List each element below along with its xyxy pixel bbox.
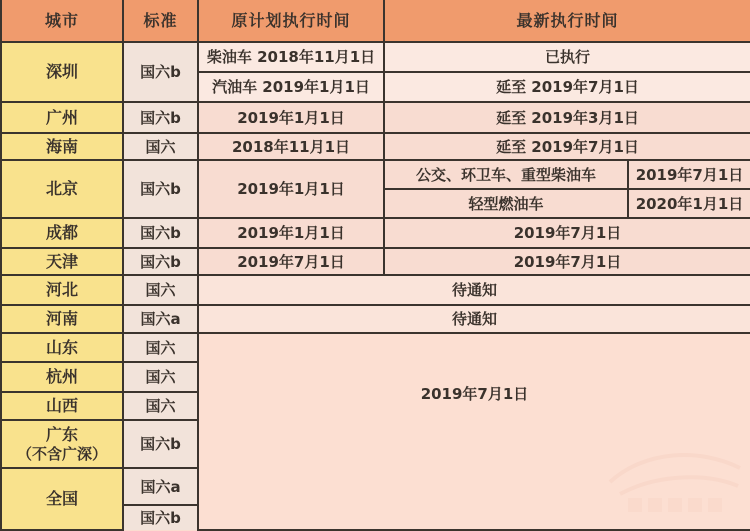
cell-shenzhen-petrol-latest: 延至 2019年7月1日 <box>384 72 750 102</box>
cell-guangzhou-standard: 国六b <box>123 102 198 133</box>
cell-shenzhen-diesel-latest: 已执行 <box>384 42 750 72</box>
cell-national-city: 全国 <box>1 468 123 530</box>
guangdong-city-line2: （不含广深） <box>16 444 107 463</box>
cell-merged-latest-date <box>198 333 750 530</box>
cell-shenzhen-diesel-original: 柴油车 2018年11月1日 <box>198 42 384 72</box>
table-header-row <box>1 0 750 42</box>
cell-shanxi-standard: 国六 <box>123 392 198 420</box>
cell-hebei-standard: 国六 <box>123 275 198 305</box>
cell-guangzhou-city: 广州 <box>1 102 123 133</box>
cell-chengdu-latest: 2019年7月1日 <box>384 218 750 248</box>
cell-chengdu-city: 成都 <box>1 218 123 248</box>
cell-tianjin-standard: 国六b <box>123 248 198 275</box>
guangdong-city-line1: 广东 <box>45 424 78 444</box>
cell-beijing-standard: 国六b <box>123 160 198 218</box>
table-row-henan <box>1 305 750 333</box>
cell-henan-status: 待通知 <box>198 305 750 333</box>
cell-shandong-standard: 国六 <box>123 333 198 362</box>
table-row-guangzhou <box>1 102 750 133</box>
cell-shandong-city: 山东 <box>1 333 123 362</box>
table-row-beijing-heavy <box>1 160 750 189</box>
cell-guangdong-standard: 国六b <box>123 420 198 468</box>
cell-henan-standard: 国六a <box>123 305 198 333</box>
cell-tianjin-city: 天津 <box>1 248 123 275</box>
cell-hainan-standard: 国六 <box>123 133 198 160</box>
cell-guangzhou-latest: 延至 2019年3月1日 <box>384 102 750 133</box>
cell-shenzhen-standard: 国六b <box>123 42 198 102</box>
cell-hainan-city: 海南 <box>1 133 123 160</box>
cell-national-standard-b: 国六b <box>123 505 198 530</box>
cell-hebei-status: 待通知 <box>198 275 750 305</box>
cell-hainan-latest: 延至 2019年7月1日 <box>384 133 750 160</box>
table-row-shandong <box>1 333 750 362</box>
table-row-shenzhen-diesel <box>1 42 750 72</box>
cell-beijing-city: 北京 <box>1 160 123 218</box>
cell-shanxi-city: 山西 <box>1 392 123 420</box>
table-row-hebei <box>1 275 750 305</box>
cell-chengdu-original: 2019年1月1日 <box>198 218 384 248</box>
header-city: 城市 <box>1 0 123 42</box>
header-original-time: 原计划执行时间 <box>198 0 384 42</box>
cell-beijing-light-date: 2020年1月1日 <box>628 189 750 218</box>
cell-tianjin-latest: 2019年7月1日 <box>384 248 750 275</box>
header-latest-time: 最新执行时间 <box>384 0 750 42</box>
table-row-tianjin <box>1 248 750 275</box>
header-standard: 标准 <box>123 0 198 42</box>
cell-shenzhen-city: 深圳 <box>1 42 123 102</box>
cell-beijing-heavy-vehicle: 公交、环卫车、重型柴油车 <box>384 160 628 189</box>
cell-hangzhou-standard: 国六 <box>123 362 198 392</box>
cell-chengdu-standard: 国六b <box>123 218 198 248</box>
cell-hangzhou-city: 杭州 <box>1 362 123 392</box>
cell-guangdong-city <box>1 420 123 468</box>
table-row-chengdu <box>1 218 750 248</box>
cell-hainan-original: 2018年11月1日 <box>198 133 384 160</box>
cell-beijing-original: 2019年1月1日 <box>198 160 384 218</box>
table-row-hainan <box>1 133 750 160</box>
cell-tianjin-original: 2019年7月1日 <box>198 248 384 275</box>
cell-beijing-light-vehicle: 轻型燃油车 <box>384 189 628 218</box>
cell-guangzhou-original: 2019年1月1日 <box>198 102 384 133</box>
cell-shenzhen-petrol-original: 汽油车 2019年1月1日 <box>198 72 384 102</box>
cell-henan-city: 河南 <box>1 305 123 333</box>
cell-national-standard-a: 国六a <box>123 468 198 505</box>
merged-latest-date-text: 2019年7月1日 <box>420 384 529 403</box>
cell-hebei-city: 河北 <box>1 275 123 305</box>
cell-beijing-heavy-date: 2019年7月1日 <box>628 160 750 189</box>
